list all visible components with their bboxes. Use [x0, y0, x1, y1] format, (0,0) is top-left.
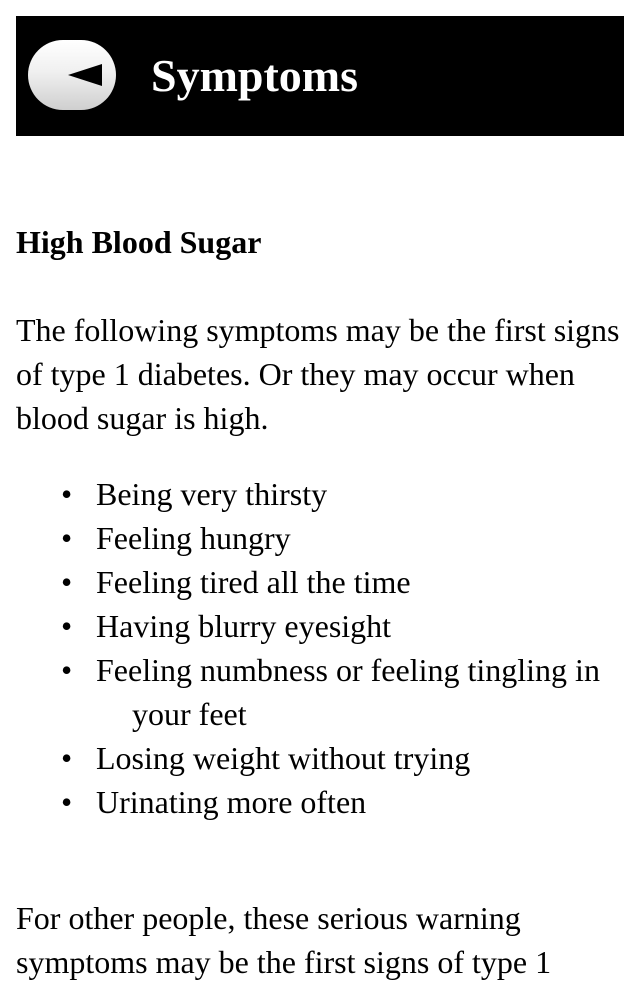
- header-bar: [16, 16, 624, 136]
- list-item: [16, 604, 622, 648]
- bullet-icon: •: [61, 564, 73, 600]
- symptom-text: Losing weight without trying: [96, 740, 471, 776]
- bullet-icon: •: [61, 520, 73, 556]
- symptom-text: Feeling hungry: [96, 520, 291, 556]
- list-item: [16, 648, 622, 736]
- bullet-icon: •: [61, 784, 73, 820]
- list-item: [16, 516, 622, 560]
- outro-paragraph: For other people, these serious warning symptoms may be the first signs of type 1: [16, 900, 552, 980]
- symptom-list: [16, 472, 622, 824]
- bullet-icon: •: [61, 476, 73, 512]
- symptom-text: Being very thirsty: [96, 476, 328, 512]
- section-heading: High Blood Sugar: [16, 224, 262, 260]
- bullet-icon: •: [61, 740, 73, 776]
- list-item: [16, 736, 622, 780]
- page-title: Symptoms: [151, 50, 359, 101]
- article-content: [16, 220, 622, 984]
- back-arrow-icon: [68, 64, 102, 86]
- bullet-icon: •: [61, 608, 73, 644]
- symptom-text: Feeling tired all the time: [96, 564, 411, 600]
- list-item: [16, 560, 622, 604]
- back-button[interactable]: [28, 40, 116, 110]
- symptom-text: Urinating more often: [96, 784, 367, 820]
- symptom-text: Feeling numbness or feeling tingling in your feet: [96, 652, 600, 732]
- intro-paragraph: The following symptoms may be the first signs of type 1 diabetes. Or they may occur when blood sugar is high.: [16, 312, 620, 436]
- list-item: [16, 780, 622, 824]
- list-item: [16, 472, 622, 516]
- symptom-text: Having blurry eyesight: [96, 608, 392, 644]
- bullet-icon: •: [61, 652, 73, 688]
